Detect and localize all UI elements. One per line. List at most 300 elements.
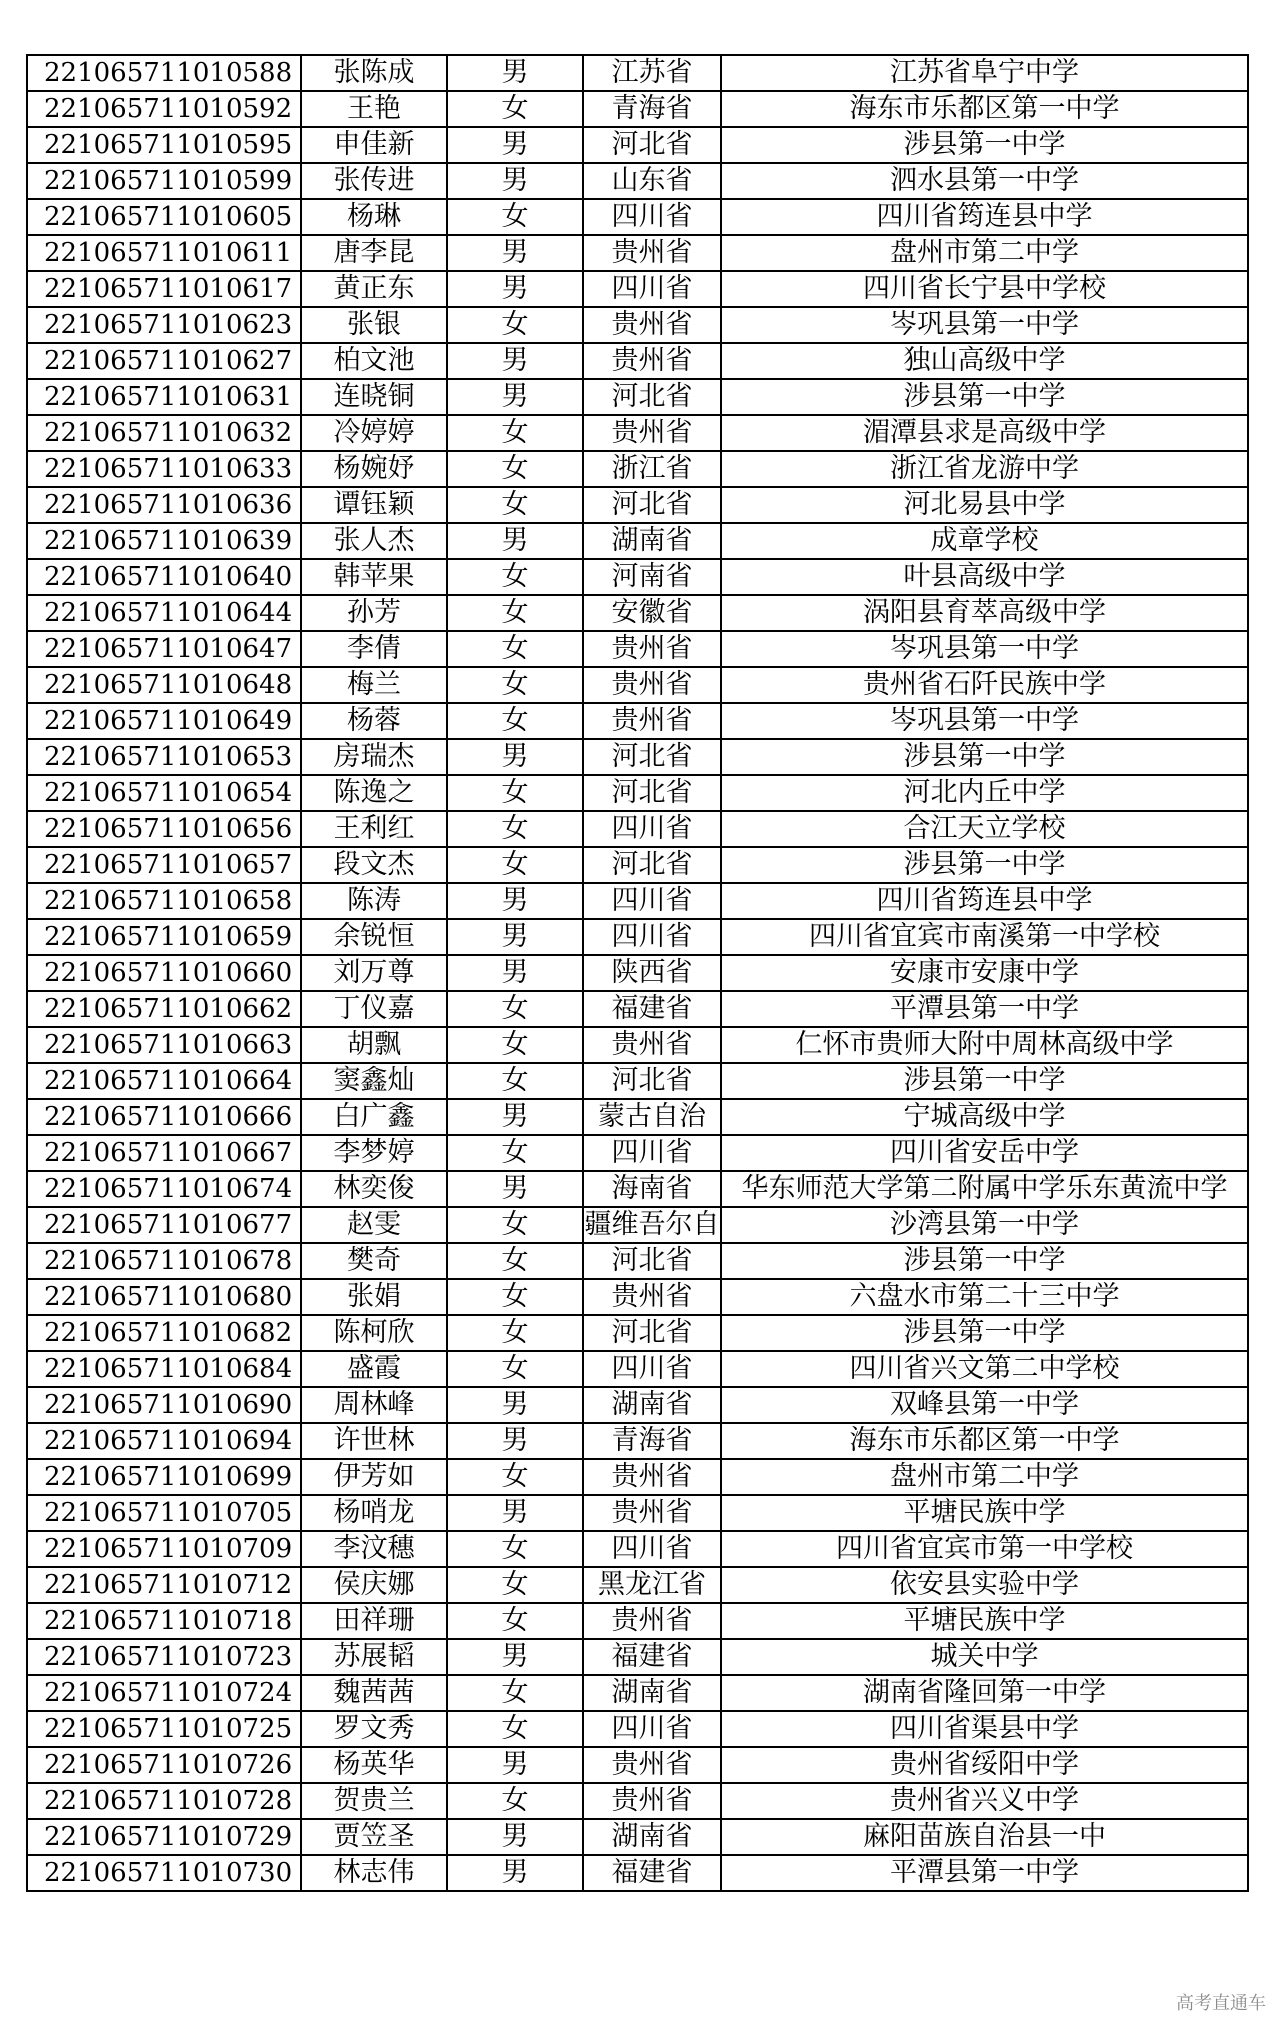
school-cell: 贵州省石阡民族中学	[721, 667, 1248, 703]
gender-cell: 女	[447, 1315, 583, 1351]
province-cell: 河北省	[583, 1243, 721, 1279]
student-id-cell: 221065711010617	[27, 271, 301, 307]
student-id-cell: 221065711010660	[27, 955, 301, 991]
student-name-cell: 刘万尊	[301, 955, 447, 991]
table-row	[27, 703, 1248, 739]
school-cell: 平塘民族中学	[721, 1495, 1248, 1531]
gender-cell: 女	[447, 595, 583, 631]
table-row	[27, 1855, 1248, 1891]
student-id-cell: 221065711010723	[27, 1639, 301, 1675]
student-id-cell: 221065711010588	[27, 55, 301, 91]
student-name-cell: 段文杰	[301, 847, 447, 883]
school-cell: 宁城高级中学	[721, 1099, 1248, 1135]
province-cell: 河北省	[583, 127, 721, 163]
province-cell: 江苏省	[583, 55, 721, 91]
school-cell: 涉县第一中学	[721, 127, 1248, 163]
table-row	[27, 595, 1248, 631]
gender-cell: 女	[447, 667, 583, 703]
gender-cell: 女	[447, 1351, 583, 1387]
school-cell: 贵州省兴义中学	[721, 1783, 1248, 1819]
province-cell: 河南省	[583, 559, 721, 595]
school-cell: 成章学校	[721, 523, 1248, 559]
student-name-cell: 魏茜茜	[301, 1675, 447, 1711]
student-name-cell: 窦鑫灿	[301, 1063, 447, 1099]
student-id-cell: 221065711010725	[27, 1711, 301, 1747]
school-cell: 依安县实验中学	[721, 1567, 1248, 1603]
school-cell: 海东市乐都区第一中学	[721, 1423, 1248, 1459]
province-cell: 海南省	[583, 1171, 721, 1207]
province-cell: 疆维吾尔自	[583, 1207, 721, 1243]
table-row	[27, 883, 1248, 919]
province-cell: 贵州省	[583, 1495, 721, 1531]
gender-cell: 女	[447, 847, 583, 883]
table-row	[27, 271, 1248, 307]
gender-cell: 男	[447, 1639, 583, 1675]
student-id-cell: 221065711010623	[27, 307, 301, 343]
gender-cell: 女	[447, 1243, 583, 1279]
table-row	[27, 379, 1248, 415]
gender-cell: 女	[447, 1783, 583, 1819]
school-cell: 独山高级中学	[721, 343, 1248, 379]
province-cell: 山东省	[583, 163, 721, 199]
school-cell: 涉县第一中学	[721, 1315, 1248, 1351]
school-cell: 安康市安康中学	[721, 955, 1248, 991]
student-id-cell: 221065711010677	[27, 1207, 301, 1243]
province-cell: 贵州省	[583, 1027, 721, 1063]
school-cell: 涡阳县育萃高级中学	[721, 595, 1248, 631]
student-id-cell: 221065711010659	[27, 919, 301, 955]
table-row	[27, 1783, 1248, 1819]
table-row	[27, 1459, 1248, 1495]
province-cell: 河北省	[583, 379, 721, 415]
school-cell: 四川省兴文第二中学校	[721, 1351, 1248, 1387]
student-id-cell: 221065711010667	[27, 1135, 301, 1171]
gender-cell: 女	[447, 1603, 583, 1639]
school-cell: 合江天立学校	[721, 811, 1248, 847]
school-cell: 沙湾县第一中学	[721, 1207, 1248, 1243]
student-name-cell: 黄正东	[301, 271, 447, 307]
student-id-cell: 221065711010674	[27, 1171, 301, 1207]
school-cell: 湄潭县求是高级中学	[721, 415, 1248, 451]
student-id-cell: 221065711010592	[27, 91, 301, 127]
table-row	[27, 775, 1248, 811]
student-id-cell: 221065711010680	[27, 1279, 301, 1315]
gender-cell: 男	[447, 1855, 583, 1891]
student-id-cell: 221065711010705	[27, 1495, 301, 1531]
table-row	[27, 1063, 1248, 1099]
school-cell: 贵州省绥阳中学	[721, 1747, 1248, 1783]
student-name-cell: 王艳	[301, 91, 447, 127]
table-row	[27, 739, 1248, 775]
school-cell: 泗水县第一中学	[721, 163, 1248, 199]
table-row	[27, 1747, 1248, 1783]
student-name-cell: 余锐恒	[301, 919, 447, 955]
province-cell: 四川省	[583, 1351, 721, 1387]
school-cell: 河北内丘中学	[721, 775, 1248, 811]
table-row	[27, 1027, 1248, 1063]
student-id-cell: 221065711010605	[27, 199, 301, 235]
student-name-cell: 张人杰	[301, 523, 447, 559]
student-id-cell: 221065711010663	[27, 1027, 301, 1063]
table-row	[27, 847, 1248, 883]
student-id-cell: 221065711010726	[27, 1747, 301, 1783]
gender-cell: 女	[447, 451, 583, 487]
school-cell: 四川省长宁县中学校	[721, 271, 1248, 307]
student-name-cell: 柏文池	[301, 343, 447, 379]
gender-cell: 女	[447, 91, 583, 127]
table-row	[27, 1531, 1248, 1567]
school-cell: 岑巩县第一中学	[721, 631, 1248, 667]
gender-cell: 女	[447, 1135, 583, 1171]
table-row	[27, 1135, 1248, 1171]
watermark: 高考直通车	[1176, 1993, 1266, 2014]
student-id-cell: 221065711010644	[27, 595, 301, 631]
student-id-cell: 221065711010712	[27, 1567, 301, 1603]
gender-cell: 男	[447, 55, 583, 91]
student-name-cell: 许世林	[301, 1423, 447, 1459]
student-name-cell: 韩苹果	[301, 559, 447, 595]
table-row	[27, 127, 1248, 163]
school-cell: 平塘民族中学	[721, 1603, 1248, 1639]
school-cell: 浙江省龙游中学	[721, 451, 1248, 487]
student-name-cell: 杨婉妤	[301, 451, 447, 487]
table-row	[27, 1351, 1248, 1387]
province-cell: 青海省	[583, 1423, 721, 1459]
student-id-cell: 221065711010649	[27, 703, 301, 739]
gender-cell: 女	[447, 991, 583, 1027]
table-row	[27, 55, 1248, 91]
gender-cell: 女	[447, 307, 583, 343]
student-name-cell: 陈柯欣	[301, 1315, 447, 1351]
province-cell: 河北省	[583, 487, 721, 523]
gender-cell: 女	[447, 631, 583, 667]
school-cell: 涉县第一中学	[721, 379, 1248, 415]
gender-cell: 男	[447, 739, 583, 775]
gender-cell: 女	[447, 1063, 583, 1099]
province-cell: 湖南省	[583, 1387, 721, 1423]
school-cell: 海东市乐都区第一中学	[721, 91, 1248, 127]
student-id-cell: 221065711010709	[27, 1531, 301, 1567]
student-name-cell: 冷婷婷	[301, 415, 447, 451]
school-cell: 麻阳苗族自治县一中	[721, 1819, 1248, 1855]
province-cell: 四川省	[583, 919, 721, 955]
province-cell: 四川省	[583, 811, 721, 847]
student-name-cell: 唐李昆	[301, 235, 447, 271]
province-cell: 贵州省	[583, 415, 721, 451]
school-cell: 岑巩县第一中学	[721, 307, 1248, 343]
table-row	[27, 1387, 1248, 1423]
student-name-cell: 苏展韬	[301, 1639, 447, 1675]
student-name-cell: 梅兰	[301, 667, 447, 703]
province-cell: 湖南省	[583, 523, 721, 559]
province-cell: 福建省	[583, 1639, 721, 1675]
table-row	[27, 1711, 1248, 1747]
table-row	[27, 1675, 1248, 1711]
province-cell: 浙江省	[583, 451, 721, 487]
gender-cell: 女	[447, 1675, 583, 1711]
province-cell: 河北省	[583, 1063, 721, 1099]
school-cell: 四川省宜宾市南溪第一中学校	[721, 919, 1248, 955]
table-row	[27, 343, 1248, 379]
table-row	[27, 811, 1248, 847]
student-id-cell: 221065711010662	[27, 991, 301, 1027]
province-cell: 黑龙江省	[583, 1567, 721, 1603]
student-name-cell: 陈涛	[301, 883, 447, 919]
student-name-cell: 林奕俊	[301, 1171, 447, 1207]
student-id-cell: 221065711010656	[27, 811, 301, 847]
gender-cell: 男	[447, 1099, 583, 1135]
province-cell: 河北省	[583, 775, 721, 811]
province-cell: 贵州省	[583, 703, 721, 739]
province-cell: 四川省	[583, 199, 721, 235]
province-cell: 福建省	[583, 1855, 721, 1891]
student-id-cell: 221065711010729	[27, 1819, 301, 1855]
table-row	[27, 1423, 1248, 1459]
gender-cell: 女	[447, 559, 583, 595]
gender-cell: 男	[447, 1747, 583, 1783]
student-name-cell: 贺贵兰	[301, 1783, 447, 1819]
gender-cell: 女	[447, 487, 583, 523]
gender-cell: 男	[447, 163, 583, 199]
student-id-cell: 221065711010627	[27, 343, 301, 379]
student-name-cell: 王利红	[301, 811, 447, 847]
table-row	[27, 631, 1248, 667]
student-name-cell: 杨英华	[301, 1747, 447, 1783]
school-cell: 双峰县第一中学	[721, 1387, 1248, 1423]
table-row	[27, 1099, 1248, 1135]
student-id-cell: 221065711010636	[27, 487, 301, 523]
gender-cell: 女	[447, 811, 583, 847]
student-id-cell: 221065711010658	[27, 883, 301, 919]
student-name-cell: 杨哨龙	[301, 1495, 447, 1531]
gender-cell: 男	[447, 1819, 583, 1855]
gender-cell: 男	[447, 883, 583, 919]
school-cell: 江苏省阜宁中学	[721, 55, 1248, 91]
student-name-cell: 房瑞杰	[301, 739, 447, 775]
student-id-cell: 221065711010730	[27, 1855, 301, 1891]
table-row	[27, 1243, 1248, 1279]
gender-cell: 女	[447, 703, 583, 739]
school-cell: 四川省筠连县中学	[721, 883, 1248, 919]
table-row	[27, 667, 1248, 703]
student-name-cell: 张银	[301, 307, 447, 343]
table-row	[27, 1819, 1248, 1855]
table-row	[27, 1171, 1248, 1207]
student-id-cell: 221065711010664	[27, 1063, 301, 1099]
school-cell: 叶县高级中学	[721, 559, 1248, 595]
province-cell: 贵州省	[583, 631, 721, 667]
student-name-cell: 田祥珊	[301, 1603, 447, 1639]
student-name-cell: 李汶穗	[301, 1531, 447, 1567]
student-id-cell: 221065711010648	[27, 667, 301, 703]
province-cell: 贵州省	[583, 343, 721, 379]
province-cell: 河北省	[583, 739, 721, 775]
student-name-cell: 谭钰颖	[301, 487, 447, 523]
student-name-cell: 盛霞	[301, 1351, 447, 1387]
province-cell: 河北省	[583, 1315, 721, 1351]
school-cell: 四川省筠连县中学	[721, 199, 1248, 235]
student-name-cell: 丁仪嘉	[301, 991, 447, 1027]
student-id-cell: 221065711010682	[27, 1315, 301, 1351]
student-id-cell: 221065711010640	[27, 559, 301, 595]
student-list-body	[27, 55, 1248, 1891]
gender-cell: 女	[447, 1027, 583, 1063]
student-name-cell: 樊奇	[301, 1243, 447, 1279]
school-cell: 城关中学	[721, 1639, 1248, 1675]
student-name-cell: 胡飘	[301, 1027, 447, 1063]
gender-cell: 女	[447, 1207, 583, 1243]
province-cell: 青海省	[583, 91, 721, 127]
student-name-cell: 侯庆娜	[301, 1567, 447, 1603]
school-cell: 涉县第一中学	[721, 739, 1248, 775]
student-name-cell: 孙芳	[301, 595, 447, 631]
gender-cell: 男	[447, 271, 583, 307]
student-name-cell: 连晓铜	[301, 379, 447, 415]
school-cell: 涉县第一中学	[721, 1063, 1248, 1099]
gender-cell: 男	[447, 1423, 583, 1459]
student-name-cell: 赵雯	[301, 1207, 447, 1243]
province-cell: 安徽省	[583, 595, 721, 631]
student-id-cell: 221065711010684	[27, 1351, 301, 1387]
school-cell: 河北易县中学	[721, 487, 1248, 523]
gender-cell: 女	[447, 199, 583, 235]
province-cell: 贵州省	[583, 1279, 721, 1315]
table-row	[27, 1279, 1248, 1315]
student-id-cell: 221065711010633	[27, 451, 301, 487]
student-id-cell: 221065711010654	[27, 775, 301, 811]
province-cell: 贵州省	[583, 1603, 721, 1639]
province-cell: 四川省	[583, 1711, 721, 1747]
school-cell: 四川省宜宾市第一中学校	[721, 1531, 1248, 1567]
table-row	[27, 955, 1248, 991]
province-cell: 贵州省	[583, 667, 721, 703]
student-id-cell: 221065711010694	[27, 1423, 301, 1459]
table-row	[27, 1603, 1248, 1639]
student-id-cell: 221065711010647	[27, 631, 301, 667]
student-name-cell: 杨琳	[301, 199, 447, 235]
gender-cell: 男	[447, 343, 583, 379]
student-name-cell: 周林峰	[301, 1387, 447, 1423]
gender-cell: 男	[447, 1387, 583, 1423]
gender-cell: 女	[447, 775, 583, 811]
province-cell: 蒙古自治	[583, 1099, 721, 1135]
student-name-cell: 李倩	[301, 631, 447, 667]
gender-cell: 男	[447, 127, 583, 163]
province-cell: 四川省	[583, 271, 721, 307]
student-id-cell: 221065711010653	[27, 739, 301, 775]
student-name-cell: 林志伟	[301, 1855, 447, 1891]
school-cell: 湖南省隆回第一中学	[721, 1675, 1248, 1711]
gender-cell: 女	[447, 415, 583, 451]
student-id-cell: 221065711010639	[27, 523, 301, 559]
student-id-cell: 221065711010699	[27, 1459, 301, 1495]
table-row	[27, 1639, 1248, 1675]
student-name-cell: 陈逸之	[301, 775, 447, 811]
table-row	[27, 523, 1248, 559]
table-row	[27, 919, 1248, 955]
school-cell: 岑巩县第一中学	[721, 703, 1248, 739]
student-id-cell: 221065711010666	[27, 1099, 301, 1135]
province-cell: 陕西省	[583, 955, 721, 991]
gender-cell: 男	[447, 919, 583, 955]
province-cell: 福建省	[583, 991, 721, 1027]
gender-cell: 女	[447, 1531, 583, 1567]
table-row	[27, 91, 1248, 127]
table-row	[27, 1567, 1248, 1603]
student-id-cell: 221065711010632	[27, 415, 301, 451]
province-cell: 贵州省	[583, 1747, 721, 1783]
gender-cell: 女	[447, 1459, 583, 1495]
gender-cell: 男	[447, 523, 583, 559]
province-cell: 湖南省	[583, 1675, 721, 1711]
student-name-cell: 罗文秀	[301, 1711, 447, 1747]
table-row	[27, 1315, 1248, 1351]
province-cell: 四川省	[583, 1531, 721, 1567]
gender-cell: 男	[447, 1171, 583, 1207]
gender-cell: 男	[447, 955, 583, 991]
province-cell: 贵州省	[583, 235, 721, 271]
table-row	[27, 163, 1248, 199]
school-cell: 涉县第一中学	[721, 847, 1248, 883]
province-cell: 贵州省	[583, 1459, 721, 1495]
gender-cell: 男	[447, 1495, 583, 1531]
school-cell: 四川省渠县中学	[721, 1711, 1248, 1747]
table-row	[27, 487, 1248, 523]
table-row	[27, 1207, 1248, 1243]
gender-cell: 女	[447, 1567, 583, 1603]
school-cell: 六盘水市第二十三中学	[721, 1279, 1248, 1315]
student-id-cell: 221065711010599	[27, 163, 301, 199]
student-id-cell: 221065711010631	[27, 379, 301, 415]
student-name-cell: 伊芳如	[301, 1459, 447, 1495]
gender-cell: 女	[447, 1279, 583, 1315]
student-id-cell: 221065711010728	[27, 1783, 301, 1819]
province-cell: 河北省	[583, 847, 721, 883]
table-row	[27, 1495, 1248, 1531]
school-cell: 平潭县第一中学	[721, 991, 1248, 1027]
table-row	[27, 559, 1248, 595]
table-row	[27, 991, 1248, 1027]
province-cell: 贵州省	[583, 307, 721, 343]
student-id-cell: 221065711010690	[27, 1387, 301, 1423]
school-cell: 四川省安岳中学	[721, 1135, 1248, 1171]
student-id-cell: 221065711010718	[27, 1603, 301, 1639]
province-cell: 四川省	[583, 883, 721, 919]
gender-cell: 男	[447, 235, 583, 271]
province-cell: 四川省	[583, 1135, 721, 1171]
school-cell: 仁怀市贵师大附中周林高级中学	[721, 1027, 1248, 1063]
student-id-cell: 221065711010724	[27, 1675, 301, 1711]
province-cell: 湖南省	[583, 1819, 721, 1855]
student-name-cell: 贾笠圣	[301, 1819, 447, 1855]
province-cell: 贵州省	[583, 1783, 721, 1819]
student-id-cell: 221065711010657	[27, 847, 301, 883]
table-row	[27, 415, 1248, 451]
school-cell: 平潭县第一中学	[721, 1855, 1248, 1891]
school-cell: 涉县第一中学	[721, 1243, 1248, 1279]
school-cell: 盘州市第二中学	[721, 1459, 1248, 1495]
gender-cell: 女	[447, 1711, 583, 1747]
school-cell: 盘州市第二中学	[721, 235, 1248, 271]
table-row	[27, 235, 1248, 271]
student-id-cell: 221065711010595	[27, 127, 301, 163]
student-name-cell: 张传进	[301, 163, 447, 199]
student-name-cell: 杨蓉	[301, 703, 447, 739]
gender-cell: 男	[447, 379, 583, 415]
table-row	[27, 307, 1248, 343]
student-name-cell: 张娟	[301, 1279, 447, 1315]
school-cell: 华东师范大学第二附属中学乐东黄流中学	[721, 1171, 1248, 1207]
